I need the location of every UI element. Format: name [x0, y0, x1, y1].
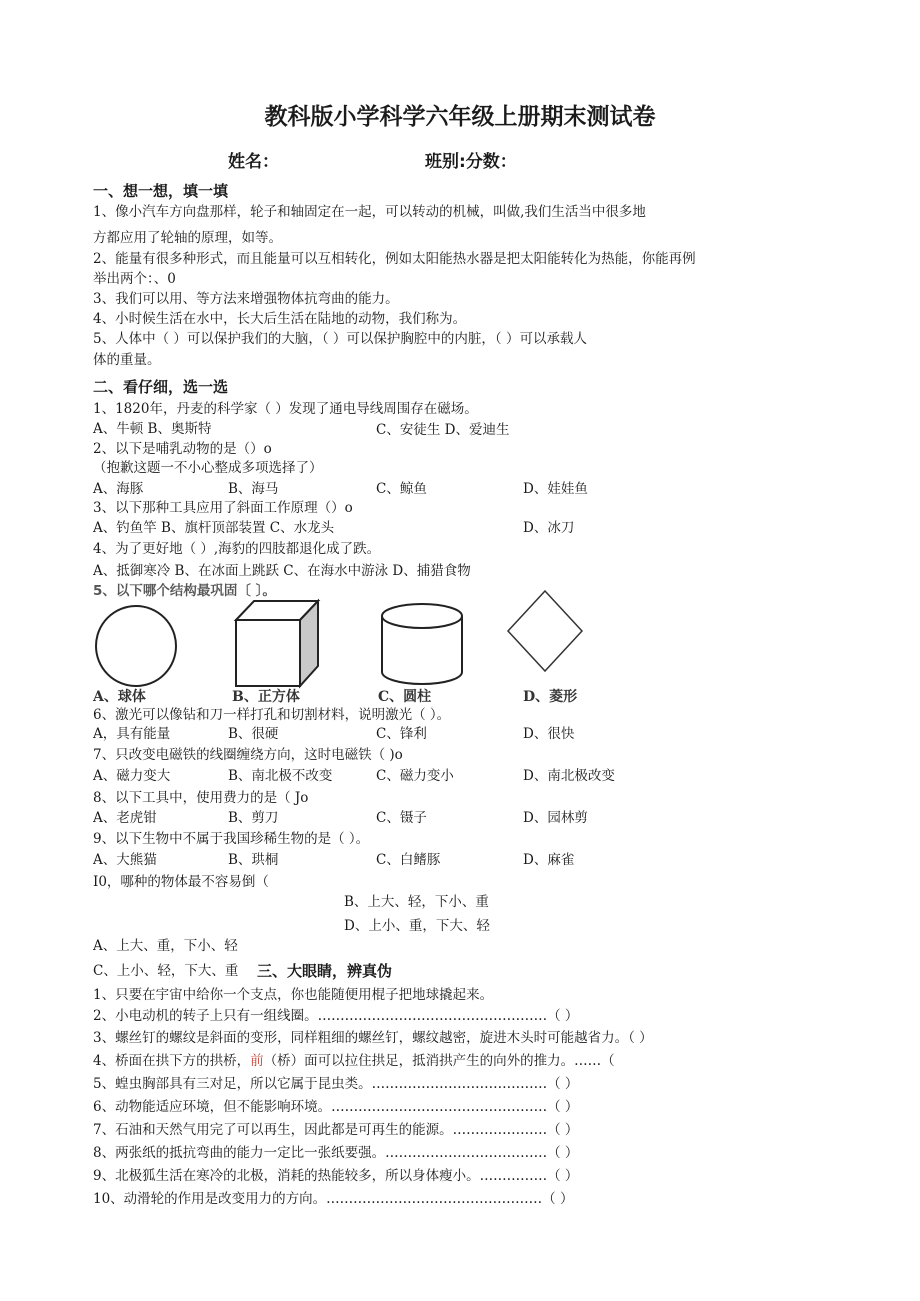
s2-q7-option-d: D、南北极改变	[523, 768, 615, 784]
s1-q3: 3、我们可以用、等方法来增强物体抗弯曲的能力。	[93, 291, 399, 307]
section-2-heading: 二、看仔细，选一选	[93, 378, 229, 396]
s2-q1-options-cd: C、安徒生 D、爱迪生	[376, 422, 510, 438]
s2-q7-option-c: C、磁力变小	[376, 768, 454, 784]
s2-q3: 3、以下那种工具应用了斜面工作原理（）o	[93, 500, 353, 516]
cube-figure	[230, 598, 324, 690]
s1-q5-line2: 体的重量。	[93, 352, 161, 368]
s2-q6-option-a: A，具有能量	[93, 726, 171, 742]
s2-q9-option-b: B、珙桐	[228, 852, 279, 868]
s3-q5: 5、蝗虫胸部具有三对足，所以它属于昆虫类。…………………………………（ ）	[93, 1076, 579, 1092]
s2-q8-option-d: D、园林剪	[523, 810, 588, 826]
s2-q6-option-b: B、很硬	[228, 726, 279, 742]
s3-q9: 9、北极狐生活在寒冷的北极，消耗的热能较多，所以身体瘦小。……………（ ）	[93, 1168, 579, 1184]
s2-q9-option-d: D、麻雀	[523, 852, 575, 868]
s2-q10: I0，哪种的物体最不容易倒（	[93, 874, 269, 890]
s3-q7: 7、石油和天然气用完了可以再生，因此都是可再生的能源。…………………（ ）	[93, 1122, 579, 1138]
name-label: 姓名：	[228, 152, 279, 172]
s2-q8: 8、以下工具中，使用费力的是（ Jo	[93, 790, 309, 806]
rhombus-figure	[505, 588, 585, 674]
s2-q4: 4、为了更好地（ ）,海豹的四肢都退化成了跌。	[93, 541, 381, 557]
s2-q8-option-b: B、剪刀	[228, 810, 279, 826]
s2-q4-options: A、抵御寒冷 B、在冰面上跳跃 C、在海水中游泳 D、捕猎食物	[93, 563, 471, 579]
section-1-heading: 一、想一想，填一填	[93, 182, 229, 200]
s2-q8-option-a: A、老虎钳	[93, 810, 157, 826]
s1-q4: 4、小时候生活在水中，长大后生活在陆地的动物，我们称为。	[93, 311, 467, 327]
s3-q6: 6、动物能适应环境，但不能影响环境。…………………………………………（ ）	[93, 1099, 579, 1115]
s3-q4: 4、桥面在拱下方的拱桥，前（桥）面可以拉住拱足，抵消拱产生的向外的推力。……（	[93, 1053, 615, 1069]
s2-q2-option-b: B、海马	[228, 481, 279, 497]
s2-q10-option-d: D、上小、重，下大、轻	[344, 918, 490, 934]
s2-q7: 7、只改变电磁铁的线圈缠绕方向，这时电磁铁（ )o	[93, 747, 403, 763]
cylinder-figure	[378, 600, 468, 690]
s2-q6-option-c: C、锋利	[376, 726, 427, 742]
s1-q1-line2: 方都应用了轮轴的原理，如等。	[93, 230, 282, 246]
s2-q10-option-c: C、上小、轻，下大、重	[93, 963, 239, 979]
s2-q7-option-b: B、南北极不改变	[228, 768, 333, 784]
s3-q1: 1、只要在宇宙中给你一个支点，你也能随便用棍子把地球撬起来。	[93, 987, 494, 1003]
s3-q8: 8、两张纸的抵抗弯曲的能力一定比一张纸要强。………………………………（ ）	[93, 1145, 579, 1161]
s2-q2-note: （抱歉这题一不小心整成多项选择了）	[93, 460, 323, 476]
s2-q5: 5、以下哪个结构最巩固〔 〕。	[93, 583, 276, 599]
class-score-label: 班别:分数：	[425, 152, 517, 172]
s2-q5-option-d: D、菱形	[523, 689, 578, 705]
s2-q5-option-b: B、正方体	[232, 689, 300, 705]
s1-q1-line1: 1、像小汽车方向盘那样，轮子和轴固定在一起，可以转动的机械，叫做,我们生活当中很多地	[93, 204, 646, 220]
s2-q10-option-a: A、上大、重，下小、轻	[93, 938, 238, 954]
page-title: 教科版小学科学六年级上册期末测试卷	[264, 104, 656, 130]
s2-q2-option-a: A、海豚	[93, 481, 144, 497]
sphere-figure	[92, 604, 184, 690]
s2-q2-option-d: D、娃娃鱼	[523, 481, 588, 497]
s1-q2-line1: 2、能量有很多种形式，而且能量可以互相转化，例如太阳能热水器是把太阳能转化为热能，你能再例	[93, 251, 696, 267]
s2-q1: 1、1820年，丹麦的科学家（ ）发现了通电导线周围存在磁场。	[93, 401, 478, 417]
s1-q5-line1: 5、人体中（ ）可以保护我们的大脑，（ ）可以保护胸腔中的内脏，（ ）可以承载人	[93, 331, 587, 347]
s1-q2-line2: 举出两个：、0	[93, 271, 176, 287]
s2-q5-option-a: A、球体	[93, 689, 146, 705]
s2-q3-option-d: D、冰刀	[523, 520, 575, 536]
s2-q10-option-b: B、上大、轻，下小、重	[344, 894, 489, 910]
s2-q9: 9、以下生物中不属于我国珍稀生物的是（ ）。	[93, 831, 370, 847]
s2-q9-option-c: C、白鳍豚	[376, 852, 441, 868]
s2-q9-option-a: A、大熊猫	[93, 852, 157, 868]
s2-q1-options-ab: A、牛顿 B、奥斯特	[93, 421, 212, 437]
s2-q5-option-c: C、圆柱	[378, 689, 432, 705]
s2-q7-option-a: A、磁力变大	[93, 768, 171, 784]
s2-q3-options-abc: A、钓鱼竿 B、旗杆顶部装置 C、水龙头	[93, 520, 335, 536]
s2-q8-option-c: C、镊子	[376, 810, 427, 826]
s3-q2: 2、小电动机的转子上只有一组线圈。……………………………………………（ ）	[93, 1008, 579, 1024]
s2-q6: 6、激光可以像钻和刀一样打孔和切割材料，说明激光（ ）。	[93, 707, 451, 723]
s2-q6-option-d: D、很快	[523, 726, 575, 742]
section-3-heading: 三、大眼睛，辨真伪	[257, 962, 393, 980]
s3-q3: 3、螺丝钉的螺纹是斜面的变形，同样粗细的螺丝钉，螺纹越密，旋进木头时可能越省力。（ ）	[93, 1030, 653, 1046]
s3-q10: 10、动滑轮的作用是改变用力的方向。…………………………………………（ ）	[93, 1191, 574, 1207]
s2-q2-option-c: C、鲸鱼	[376, 481, 427, 497]
s2-q2: 2、以下是哺乳动物的是（）o	[93, 441, 272, 457]
